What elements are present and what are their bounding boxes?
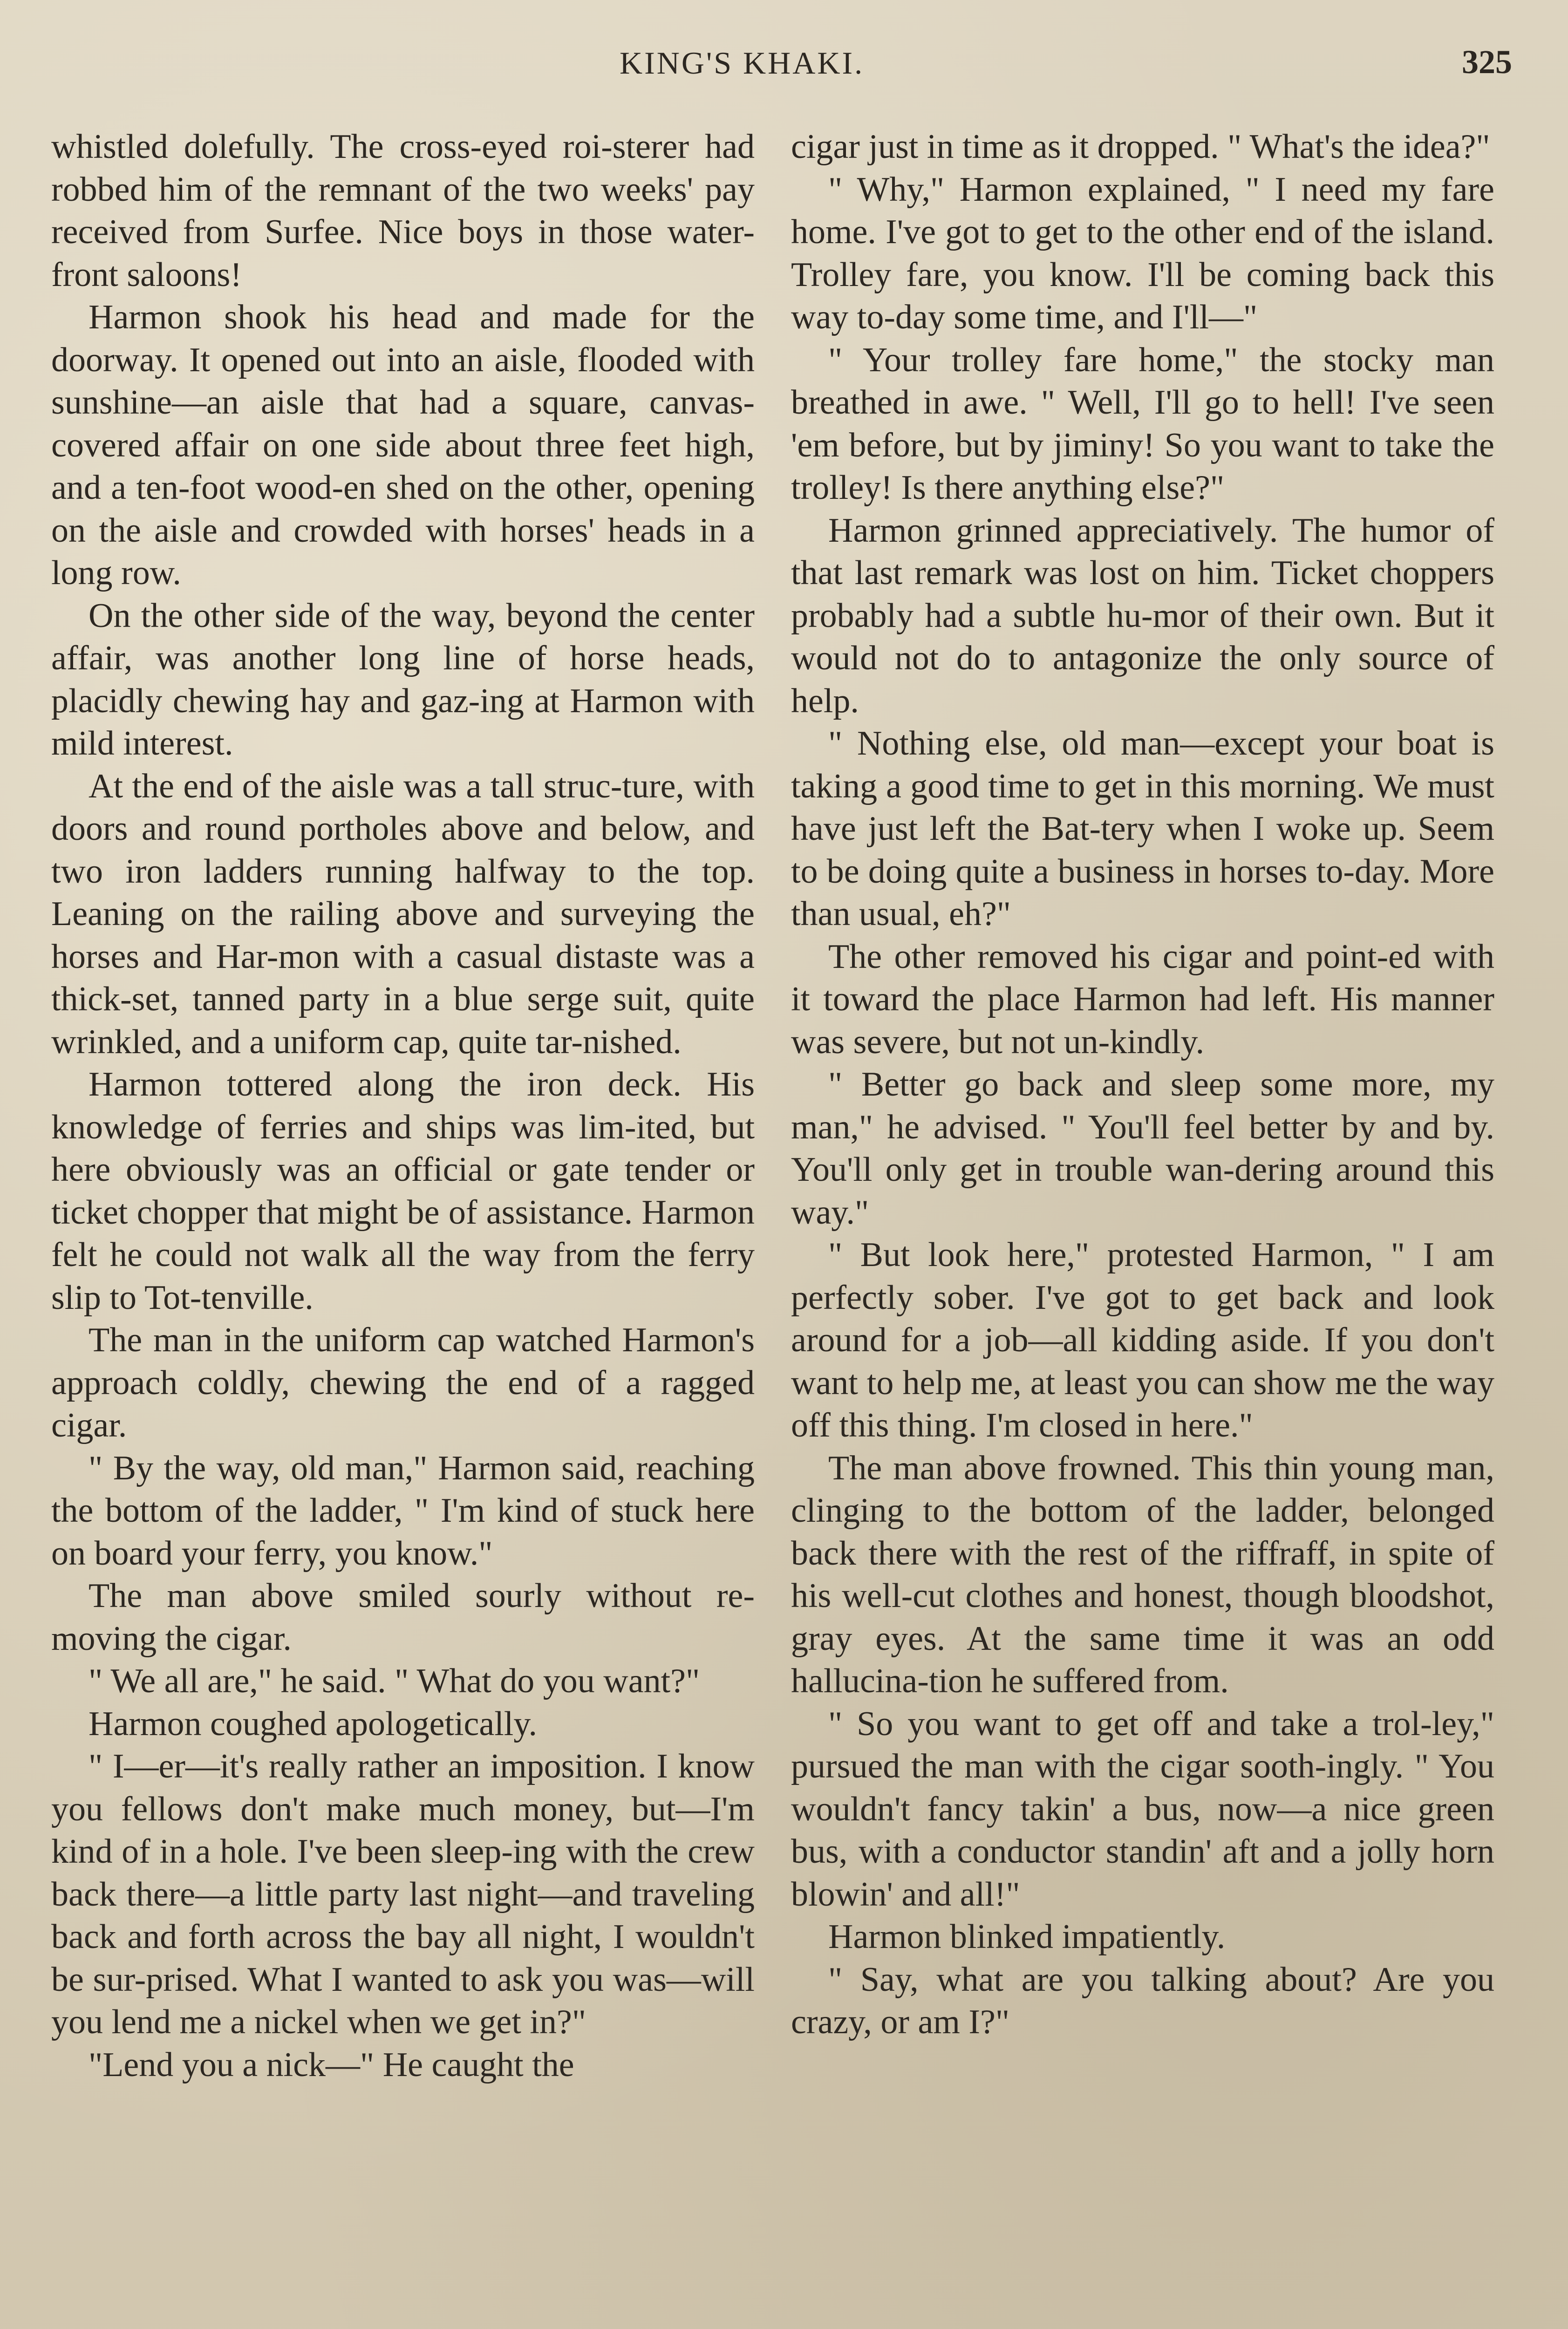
paragraph: Harmon grinned appreciatively. The humor of that last remark was lost on him. Ticket choppers probably had a subtle hu-mor of their own. But it would not do to antagonize the only source of help. [791, 511, 1494, 720]
paragraph: " We all are," he said. " What do you want?" [89, 1662, 700, 1700]
paragraph: " But look here," protested Harmon, " I am perfectly sober. I've got to get back and look around for a job—all kidding aside. If you don't want to help me, at least you can show me the way off this thing. I'm closed in here." [791, 1236, 1494, 1444]
right-text-column [791, 126, 1494, 2044]
paragraph: " Better go back and sleep some more, my man," he advised. " You'll feel better by and by. You'll only get in trouble wan-dering around this way." [791, 1065, 1494, 1232]
paragraph: On the other side of the way, beyond the center affair, was another long line of horse heads, placidly chewing hay and gaz-ing at Harmon with mild interest. [51, 596, 755, 763]
paragraph: At the end of the aisle was a tall struc-ture, with doors and round portholes above and below, and two iron ladders running halfway to the top. Leaning on the railing above and surveying the horses and Har-mon with a casual distaste was a thick-set, tanned party in a blue serge suit, quite wrinkled, and a uniform cap, quite tar-nished. [51, 767, 755, 1061]
paragraph: " So you want to get off and take a trol-ley," pursued the man with the cigar sooth-ingly. " You wouldn't fancy takin' a bus, now—a nice green bus, with a conductor standin' aft and a jolly horn blowin' and all!" [791, 1704, 1494, 1914]
page-number: 325 [1462, 43, 1512, 81]
paragraph: Harmon coughed apologetically. [89, 1704, 538, 1743]
paragraph: The other removed his cigar and point-ed with it toward the place Harmon had left. His manner was severe, but not un-kindly. [791, 937, 1494, 1061]
paragraph: " Why," Harmon explained, " I need my fare home. I've got to get to the other end of the island. Trolley fare, you know. I'll be coming back this way to-day some time, and I'll—" [791, 170, 1494, 336]
paragraph: "Lend you a nick—" He caught the [89, 2045, 574, 2084]
paragraph: " Say, what are you talking about? Are you crazy, or am I?" [791, 1960, 1494, 2041]
paragraph: cigar just in time as it dropped. " What's the idea?" [791, 128, 1490, 166]
paragraph: " Your trolley fare home," the stocky man breathed in awe. " Well, I'll go to hell! I've seen 'em before, but by jiminy! So you want to take the trolley! Is there anything else?" [791, 340, 1494, 507]
paragraph: " Nothing else, old man—except your boat is taking a good time to get in this morning. We must have just left the Bat-tery when I woke up. Seem to be doing quite a business in horses to-day. More than usual, eh?" [791, 724, 1494, 933]
paragraph: whistled dolefully. The cross-eyed roi-sterer had robbed him of the remnant of the two weeks' pay received from Surfee. Nice boys in those water-front saloons! [51, 128, 755, 294]
paragraph: The man above smiled sourly without re-moving the cigar. [51, 1577, 755, 1658]
left-text-column [51, 126, 755, 2086]
paragraph: Harmon shook his head and made for the doorway. It opened out into an aisle, flooded with sunshine—an aisle that had a square, canvas-covered affair on one side about three feet high, and a ten-foot wood-en shed on the other, opening on the aisle and crowded with horses' heads in a long row. [51, 298, 755, 592]
paragraph: Harmon blinked impatiently. [828, 1918, 1226, 1956]
paragraph: The man above frowned. This thin young man, clinging to the bottom of the ladder, belonged back there with the rest of the riffraff, in spite of his well-cut clothes and honest, though bloodshot, gray eyes. At the same time it was an odd hallucina-tion he suffered from. [791, 1449, 1494, 1700]
paragraph: Harmon tottered along the iron deck. His knowledge of ferries and ships was lim-ited, but here obviously was an official or gate tender or ticket chopper that might be of assistance. Harmon felt he could not walk all the way from the ferry slip to Tot-tenville. [51, 1065, 755, 1317]
paragraph: The man in the uniform cap watched Harmon's approach coldly, chewing the end of a ragged cigar. [51, 1321, 755, 1444]
paragraph: " I—er—it's really rather an imposition. I know you fellows don't make much money, but—I'm kind of in a hole. I've been sleep-ing with the crew back there—a little party last night—and traveling back and forth across the bay all night, I wouldn't be sur-prised. What I wanted to ask you was—will you lend me a nickel when we get in?" [51, 1747, 755, 2041]
running-head-title: KING'S KHAKI. [620, 45, 865, 81]
paragraph: " By the way, old man," Harmon said, reaching the bottom of the ladder, " I'm kind of stuck here on board your ferry, you know." [51, 1449, 755, 1573]
